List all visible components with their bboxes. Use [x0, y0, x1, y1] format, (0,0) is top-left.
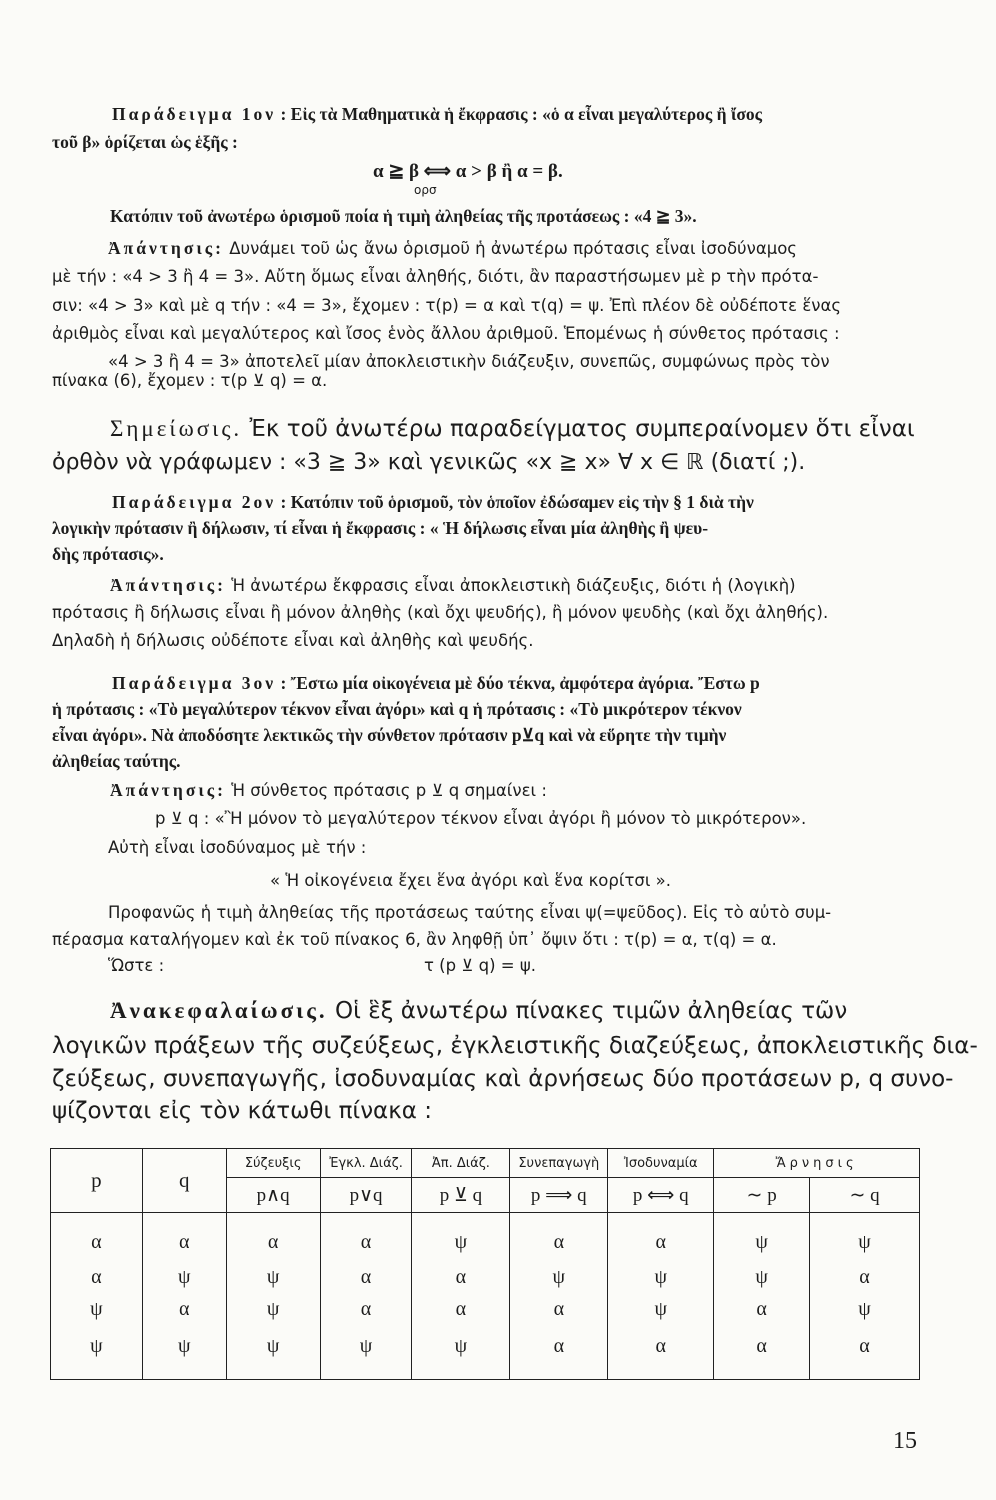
example1-answer-text-5: πίνακα (6), ἔχομεν : τ(p ⊻ q) = α. — [52, 371, 328, 390]
column-q: q — [142, 1149, 226, 1213]
example2-line3: δὴς πρότασις». — [52, 544, 164, 564]
table-cell: ψ — [608, 1293, 714, 1325]
table-cell: α — [810, 1261, 920, 1293]
example3-conclusion-1: πέρασμα καταλήγομεν καὶ ἐκ τοῦ πίνακος 6, ἂν ληφθῇ ὑπ᾽ ὄψιν ὅτι : τ(p) = α, τ(q) = α. — [52, 930, 777, 949]
header-equivalence: Ἰσοδυναμία — [608, 1149, 714, 1178]
summary-line1-text: Οἱ ἓξ ἀνωτέρω πίνακες τιμῶν ἀληθείας τῶν — [335, 998, 848, 1024]
table-cell: ψ — [226, 1261, 320, 1293]
table-cell: ψ — [714, 1261, 810, 1293]
example1-question: Κατόπιν τοῦ ἀνωτέρω ὁρισμοῦ ποία ἡ τιμὴ ἀληθείας τῆς προτάσεως : «4 ≧ 3». — [110, 206, 697, 226]
table-row — [51, 1325, 920, 1380]
table-cell: ψ — [51, 1293, 143, 1325]
table-cell: α — [142, 1293, 226, 1325]
header-conjunction: Σύζευξις — [226, 1149, 320, 1178]
table-cell: α — [51, 1213, 143, 1262]
example1-formula: α ≧ β ⟺ α > β ἢ α = β. — [373, 161, 563, 182]
remark-line1 — [110, 416, 915, 442]
summary-line1 — [110, 998, 847, 1024]
example1-line1-text: : Εἰς τὰ Μαθηματικὰ ἡ ἔκφρασις : «ὁ α εἶναι μεγαλύτερος ἢ ἴσος — [280, 104, 762, 124]
symbol-not-q: ∼ q — [810, 1178, 920, 1213]
table-cell: α — [714, 1325, 810, 1380]
summary-lead: Ἀνακεφαλαίωσις. — [110, 998, 328, 1023]
header-implication: Συνεπαγωγὴ — [510, 1149, 608, 1178]
example1-lead: Παράδειγμα 1ον — [112, 104, 277, 124]
example1-answer-text-2: σιν: «4 > 3» καὶ μὲ q τήν : «4 = 3», ἔχομεν : τ(p) = α καὶ τ(q) = ψ. Ἐπὶ πλέον δὲ οὐδέποτε ἕνας — [52, 296, 842, 315]
example3-quote: « Ἡ οἰκογένεια ἔχει ἕνα ἀγόρι καὶ ἕνα κορίτσι ». — [270, 871, 672, 890]
symbol-iff: p ⟺ q — [608, 1178, 714, 1213]
symbol-xor: p ⊻ q — [412, 1178, 510, 1213]
symbol-not-p: ∼ p — [714, 1178, 810, 1213]
table-row — [51, 1261, 920, 1293]
table-cell: ψ — [608, 1261, 714, 1293]
table-row — [51, 1213, 920, 1262]
table-cell: α — [510, 1325, 608, 1380]
remark-lead: Σημείωσις. — [110, 416, 243, 441]
example2-answer-text-2: Δηλαδὴ ἡ δήλωσις οὐδέποτε εἶναι καὶ ἀληθὴς καὶ ψευδής. — [52, 631, 534, 650]
table-cell: ψ — [510, 1261, 608, 1293]
remark-line2: ὀρθὸν νὰ γράφωμεν : «3 ≧ 3» καὶ γενικῶς «x ≧ x» ∀ x ∈ ℝ (διατί ;). — [52, 450, 806, 475]
table-cell: ψ — [142, 1261, 226, 1293]
table-cell: α — [226, 1213, 320, 1262]
remark-text: Ἐκ τοῦ ἀνωτέρω παραδείγματος συμπεραίνομεν ὅτι εἶναι — [249, 416, 915, 442]
example2-answer-text-1: πρότασις ἢ δήλωσις εἶναι ἢ μόνον ἀληθὴς (καὶ ὄχι ψευδής), ἢ μόνον ψευδὴς (καὶ ὄχι ἀληθής). — [52, 603, 829, 622]
column-p: p — [51, 1149, 143, 1213]
example2-answer-line1 — [110, 575, 796, 596]
example3-answer-line1 — [110, 780, 547, 801]
header-exclusive-disjunction: Ἀπ. Διάζ. — [412, 1149, 510, 1178]
table-cell: α — [510, 1293, 608, 1325]
example2-line1 — [112, 492, 754, 513]
table-cell: α — [608, 1325, 714, 1380]
example3-lead: Παράδειγμα 3ον — [112, 673, 277, 693]
header-inclusive-disjunction: Ἐγκλ. Διάζ. — [320, 1149, 412, 1178]
example1-answer-text-0: Δυνάμει τοῦ ὡς ἄνω ὁρισμοῦ ἡ ἀνωτέρω πρότασις εἶναι ἰσοδύναμος — [229, 239, 797, 258]
symbol-or: p∨q — [320, 1178, 412, 1213]
table-cell: ψ — [142, 1325, 226, 1380]
table-cell: ψ — [810, 1213, 920, 1262]
example2-answer-text-0: Ἡ ἀνωτέρω ἔκφρασις εἶναι ἀποκλειστικὴ διάζευξις, διότι ἡ (λογικὴ) — [231, 576, 796, 595]
table-cell: α — [714, 1293, 810, 1325]
example2-line1-text: : Κατόπιν τοῦ ὁρισμοῦ, τὸν ὁποῖον ἐδώσαμεν εἰς τὴν § 1 διὰ τὴν — [280, 492, 754, 512]
example3-line4: ἀληθείας ταύτης. — [52, 751, 181, 771]
table-cell: α — [320, 1261, 412, 1293]
example2-lead: Παράδειγμα 2ον — [112, 492, 277, 512]
table-cell: α — [412, 1293, 510, 1325]
table-cell: ψ — [226, 1293, 320, 1325]
example1-answer-text-4: «4 > 3 ἢ 4 = 3» ἀποτελεῖ μίαν ἀποκλειστικὴν διάζευξιν, συνεπῶς, συμφώνως πρὸς τὸν — [108, 352, 830, 371]
example1-answer-line1 — [108, 238, 797, 259]
example1-formula-sub: ορσ — [414, 183, 437, 197]
table-cell: ψ — [226, 1325, 320, 1380]
table-cell: α — [142, 1213, 226, 1262]
example1-answer-lead: Ἀπάντησις: — [108, 238, 224, 258]
example1-line1 — [112, 104, 922, 125]
example3-line3: εἶναι ἀγόρι». Νὰ ἀποδόσητε λεκτικῶς τὴν σύνθετον πρότασιν p⊻q καὶ νὰ εὕρητε τὴν τιμὴν — [52, 725, 727, 745]
example1-answer-text-1: μὲ τήν : «4 > 3 ἢ 4 = 3». Αὔτη ὅμως εἶναι ἀληθής, διότι, ἂν παραστήσωμεν μὲ p τὴν πρότα- — [52, 267, 819, 286]
table-cell: α — [320, 1213, 412, 1262]
summary-line4: ψίζονται εἰς τὸν κάτωθι πίνακα : — [52, 1098, 432, 1124]
table-cell: ψ — [810, 1293, 920, 1325]
table-cell: α — [412, 1261, 510, 1293]
header-negation: Ἄρνησις — [714, 1149, 920, 1178]
page-number: 15 — [893, 1428, 917, 1454]
table-cell: α — [608, 1213, 714, 1262]
example3-answer-lead: Ἀπάντησις: — [110, 780, 226, 800]
example1-line2: τοῦ β» ὁρίζεται ὡς ἑξῆς : — [52, 132, 238, 152]
table-cell: α — [510, 1213, 608, 1262]
table-cell: ψ — [51, 1325, 143, 1380]
example3-line1-text: : Ἔστω μία οἰκογένεια μὲ δύο τέκνα, ἀμφότερα ἀγόρια. Ἔστω p — [280, 673, 760, 693]
example3-equivalence: Αὐτὴ εἶναι ἰσοδύναμος μὲ τήν : — [108, 838, 367, 857]
summary-line3: ζεύξεως, συνεπαγωγῆς, ἰσοδυναμίας καὶ ἀρνήσεως δύο προτάσεων p, q συνο- — [52, 1066, 954, 1092]
table-cell: ψ — [412, 1325, 510, 1380]
symbol-implies: p ⟹ q — [510, 1178, 608, 1213]
table-cell: ψ — [714, 1213, 810, 1262]
table-cell: α — [51, 1261, 143, 1293]
example1-answer-text-3: ἀριθμὸς εἶναι καὶ μεγαλύτερος καὶ ἴσος ἑνὸς ἄλλου ἀριθμοῦ. Ἑπομένως ἡ σύνθετος πρότασις : — [52, 324, 840, 343]
example3-hence-formula: τ (p ⊻ q) = ψ. — [424, 956, 537, 975]
table-cell: α — [810, 1325, 920, 1380]
truth-table — [50, 1148, 920, 1380]
example2-line2: λογικὴν πρότασιν ἢ δήλωσιν, τί εἶναι ἡ ἔκφρασις : « Ἡ δήλωσις εἶναι μία ἀληθὴς ἢ ψευ- — [52, 518, 709, 538]
example3-conclusion-0: Προφανῶς ἡ τιμὴ ἀληθείας τῆς προτάσεως ταύτης εἶναι ψ(=ψεῦδος). Εἰς τὸ αὐτὸ συμ- — [108, 903, 832, 922]
example3-answer-text: Ἡ σύνθετος πρότασις p ⊻ q σημαίνει : — [231, 781, 547, 800]
symbol-and: p∧q — [226, 1178, 320, 1213]
table-row — [51, 1293, 920, 1325]
summary-line2: λογικῶν πράξεων τῆς συζεύξεως, ἐγκλειστικῆς διαζεύξεως, ἀποκλειστικῆς δια- — [52, 1033, 978, 1059]
table-cell: α — [320, 1293, 412, 1325]
example2-answer-lead: Ἀπάντησις: — [110, 575, 226, 595]
table-header-row — [51, 1149, 920, 1178]
example3-line2: ἡ πρότασις : «Τὸ μεγαλύτερον τέκνον εἶναι ἀγόρι» καὶ q ἡ πρότασις : «Τὸ μικρότερον τέκνον — [52, 699, 742, 719]
table-cell: ψ — [412, 1213, 510, 1262]
example3-hence-label: Ὥστε : — [108, 956, 165, 975]
example3-line1 — [112, 673, 760, 694]
example3-definition: p ⊻ q : «Ἢ μόνον τὸ μεγαλύτερον τέκνον εἶναι ἀγόρι ἢ μόνον τὸ μικρότερον». — [155, 809, 807, 828]
table-cell: ψ — [320, 1325, 412, 1380]
